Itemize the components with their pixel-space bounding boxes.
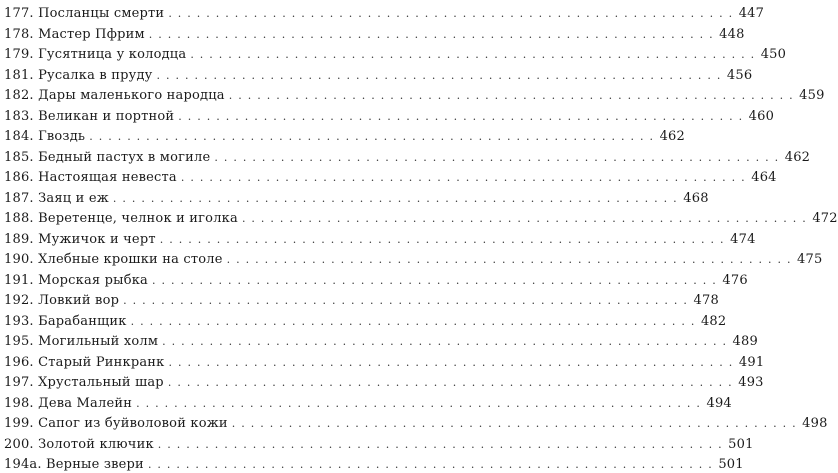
toc-entry-page-number: 462 [784, 149, 811, 165]
toc-entry [4, 125, 685, 145]
dot-leader: ............................................................ [112, 191, 683, 205]
toc-entry [4, 43, 787, 63]
toc-entry-title: 177. Посланцы смерти [4, 6, 165, 21]
toc-entry-page-number: 472 [812, 211, 838, 226]
dot-leader: ............................................................ [178, 109, 749, 123]
toc-entry [4, 23, 745, 43]
toc-entry [4, 2, 765, 22]
toc-entry-page-number: 459 [799, 88, 825, 103]
toc-entry-title: 184. Гвоздь [4, 129, 86, 144]
toc-entry [4, 392, 732, 412]
dot-leader: ............................................................ [157, 437, 728, 451]
toc-entry-page-number: 450 [760, 47, 787, 62]
toc-entry [4, 166, 777, 186]
toc-entry-title: 182. Дары маленького народца [4, 88, 225, 103]
toc-entry-title: 200. Золотой ключик [4, 436, 154, 452]
dot-leader: ............................................................ [152, 273, 722, 287]
dot-leader: ............................................................ [167, 376, 738, 389]
toc-entry-page-number: 464 [751, 170, 777, 185]
toc-entry-title: 199. Сапог из буйволовой кожи [4, 416, 228, 431]
dot-leader: ............................................................ [228, 89, 799, 102]
dot-leader: ............................................................ [130, 314, 701, 328]
dot-leader: ............................................................ [190, 48, 761, 61]
toc-entry [4, 64, 753, 84]
toc-entry [4, 105, 775, 125]
toc-entry-page-number: 489 [732, 334, 758, 349]
toc-entry [4, 433, 754, 453]
toc-entry-title: 196. Старый Ринкранк [4, 354, 165, 370]
toc-entry-title: 183. Великан и портной [4, 108, 175, 124]
toc-entry [4, 289, 719, 309]
toc-entry-title: 178. Мастер Пфрим [4, 26, 145, 42]
dot-leader: ............................................................ [136, 396, 706, 410]
dot-leader: ............................................................ [214, 150, 785, 164]
toc-entry-title: 197. Хрустальный шар [4, 375, 164, 390]
toc-entry-page-number: 501 [728, 436, 754, 452]
toc-entry-title: 181. Русалка в пруду [4, 67, 153, 83]
toc-entry-title: 188. Веретенце, челнок и иголка [4, 211, 238, 226]
toc-entry-title: 187. Заяц и еж [4, 190, 109, 206]
toc-entry [4, 453, 744, 473]
dot-leader: ............................................................ [147, 458, 718, 471]
toc-entry-page-number: 447 [738, 6, 765, 21]
toc-entry [4, 207, 838, 227]
toc-entry-title: 198. Дева Малейн [4, 395, 133, 411]
dot-leader: ............................................................ [156, 68, 727, 82]
toc-entry [4, 351, 765, 371]
toc-entry-title: 195. Могильный холм [4, 334, 159, 349]
toc-entry-title: 179. Гусятница у колодца [4, 47, 187, 62]
toc-entry-page-number: 448 [719, 26, 745, 42]
toc-entry-title: 193. Барабанщик [4, 313, 127, 329]
dot-leader: ............................................................ [180, 171, 751, 184]
toc-entry-page-number: 474 [730, 231, 756, 247]
toc-entry-page-number: 494 [706, 395, 732, 411]
toc-entry-title: 186. Настоящая невеста [4, 170, 177, 185]
toc-entry-title: 190. Хлебные крошки на столе [4, 252, 223, 267]
toc-entry [4, 310, 727, 330]
toc-entry [4, 371, 764, 391]
toc-entry-title: 192. Ловкий вор [4, 293, 120, 308]
toc-entry [4, 269, 748, 289]
dot-leader: ............................................................ [241, 212, 812, 225]
toc-entry [4, 146, 811, 166]
toc-entry [4, 248, 823, 268]
toc-entry [4, 187, 709, 207]
dot-leader: ............................................................ [162, 335, 732, 348]
toc-entry-page-number: 482 [700, 313, 727, 329]
dot-leader: ............................................................ [123, 294, 693, 307]
dot-leader: ............................................................ [231, 417, 802, 430]
dot-leader: ............................................................ [89, 130, 659, 143]
toc-entry-page-number: 498 [802, 416, 828, 431]
toc-entry [4, 330, 758, 350]
dot-leader: ............................................................ [226, 253, 797, 266]
toc-entry-page-number: 491 [738, 354, 765, 370]
toc-entry [4, 412, 828, 432]
toc-entry-title: 185. Бедный пастух в могиле [4, 149, 211, 165]
dot-leader: ............................................................ [159, 232, 730, 246]
toc-entry-title: 194а. Верные звери [4, 457, 144, 472]
toc-entry [4, 228, 756, 248]
toc-entry-page-number: 475 [797, 252, 823, 267]
dot-leader: ............................................................ [168, 7, 739, 20]
dot-leader: ............................................................ [148, 27, 719, 41]
toc-entry [4, 84, 825, 104]
toc-entry-page-number: 478 [693, 293, 719, 308]
dot-leader: ............................................................ [168, 355, 739, 369]
toc-entry-page-number: 501 [718, 457, 744, 472]
toc-entry-page-number: 493 [738, 375, 764, 390]
toc-entry-page-number: 476 [722, 272, 748, 288]
toc-entry-page-number: 460 [748, 108, 775, 124]
toc-entry-page-number: 456 [726, 67, 753, 83]
toc-entry-title: 191. Морская рыбка [4, 272, 148, 288]
toc-entry-title: 189. Мужичок и черт [4, 231, 156, 247]
toc-entry-page-number: 462 [659, 129, 685, 144]
toc-entry-page-number: 468 [683, 190, 709, 206]
